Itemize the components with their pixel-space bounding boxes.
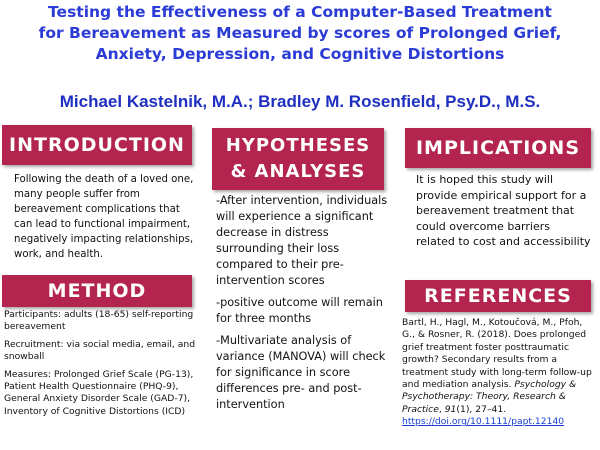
title-line-1: Testing the Effectiveness of a Computer-Based Treatment <box>48 3 552 21</box>
citation-issue-pages: (1), 27–41. <box>456 403 507 415</box>
citation-volume: 91 <box>444 403 457 415</box>
hypothesis-1: -After intervention, individuals will experience a significant decrease in distress surrounding their loss compared to their pre-intervention scores <box>216 194 388 287</box>
introduction-body: Following the death of a loved one, many people suffer from bereavement complications that can lead to functional impairment, negatively impacting relationships, work, and health. <box>14 174 194 260</box>
hypotheses-body <box>216 193 394 419</box>
title-line-3: Anxiety, Depression, and Cognitive Distortions <box>95 45 505 63</box>
method-body <box>4 309 200 423</box>
method-participants: Participants: adults (18-65) self-reporting bereavement <box>4 309 194 333</box>
hypothesis-3: -Multivariate analysis of variance (MANOVA) will check for significance in score differences pre- and post-intervention <box>216 334 386 411</box>
hypotheses-heading-line-1: HYPOTHESES <box>225 135 371 156</box>
hypothesis-2: -positive outcome will remain for three months <box>216 296 383 325</box>
reference-citation <box>402 317 597 429</box>
citation-sep: , <box>438 403 445 415</box>
implications-heading: IMPLICATIONS <box>405 128 591 168</box>
title-line-2: for Bereavement as Measured by scores of Prolonged Grief, <box>38 24 562 42</box>
authors: Michael Kastelnik, M.A.; Bradley M. Rosenfield, Psy.D., M.S. <box>59 92 541 111</box>
poster-title <box>10 2 590 65</box>
doi-link[interactable]: https://doi.org/10.1111/papt.12140 <box>402 416 565 428</box>
method-recruitment: Recruitment: via social media, email, and snowball <box>4 338 196 363</box>
hypotheses-heading-line-2: & ANALYSES <box>230 161 366 182</box>
citation-journal: Psychology & Psychotherapy: Theory, Research & Practice <box>402 379 577 415</box>
implications-body: It is hoped this study will provide empirical support for a bereavement treatment that could overcome barriers related to cost and accessibility <box>416 173 591 248</box>
citation-main: Bartl, H., Hagl, M., Kotoučová, M., Pfoh, G., & Rosner, R. (2018). Does prolonged grief treatment foster posttraumatic growth? Secondary results from a treatment study with long-term follow-up and mediation analysis. <box>402 317 592 391</box>
method-heading: METHOD <box>2 275 192 307</box>
method-measures: Measures: Prolonged Grief Scale (PG-13), Patient Health Questionnaire (PHQ-9), General Anxiety Disorder Scale (GAD-7), Inventory of Cognitive Distortions (ICD) <box>4 368 194 417</box>
references-heading: REFERENCES <box>405 280 591 312</box>
introduction-heading: INTRODUCTION <box>2 125 192 165</box>
hypotheses-heading <box>212 128 384 190</box>
